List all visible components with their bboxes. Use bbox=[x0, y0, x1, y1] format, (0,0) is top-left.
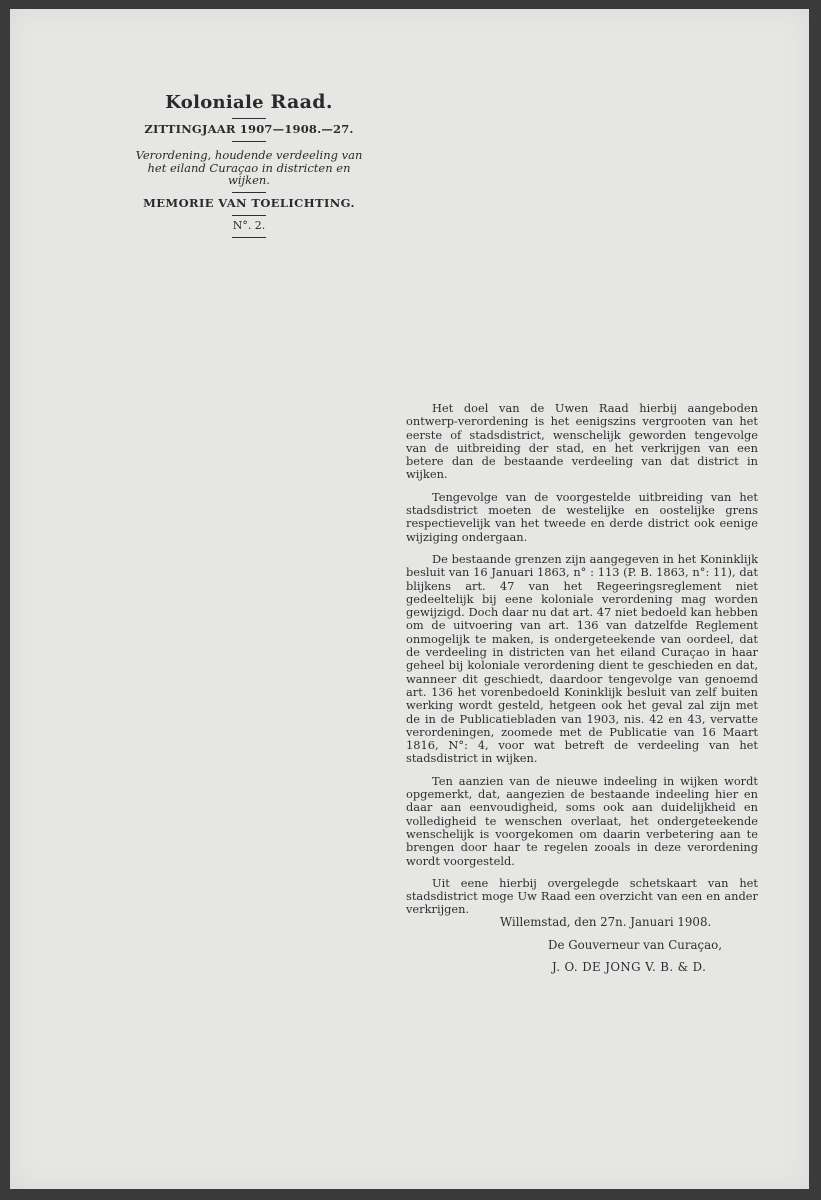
place-date: Willemstad, den 27n. Januari 1908. bbox=[500, 915, 712, 929]
divider bbox=[232, 215, 266, 216]
document-page bbox=[10, 9, 809, 1189]
paragraph: Tengevolge van de voorgestelde uitbreiding van het stadsdistrict moeten de westelijke en oostelijke grens respectievelijk van het tweede en derde district ook eenige wijziging ondergaan. bbox=[406, 489, 758, 544]
council-name-part1: Koloniale bbox=[165, 92, 264, 113]
session-year: ZITTINGJAAR 1907—1908.—27. bbox=[144, 122, 354, 136]
document-header bbox=[118, 91, 380, 241]
divider bbox=[232, 237, 266, 238]
signatory-title: De Gouverneur van Curaçao, bbox=[548, 938, 722, 952]
divider bbox=[232, 118, 266, 119]
document-number: N°. 2. bbox=[232, 218, 266, 232]
divider bbox=[232, 192, 266, 193]
council-title bbox=[118, 91, 380, 113]
body-text bbox=[406, 402, 758, 926]
signature: J. O. DE JONG V. B. & D. bbox=[552, 960, 707, 974]
council-name-part2: Raad. bbox=[270, 91, 333, 113]
paragraph: Uit eene hierbij overgelegde schetskaart van het stadsdistrict moge Uw Raad een overzicht van een en ander verkrijgen. bbox=[406, 875, 758, 917]
paragraph: De bestaande grenzen zijn aangegeven in het Koninklijk besluit van 16 Januari 1863, n° : 113 (P. B. 1863, n°: 11), dat blijkens art. 47 van het Regeeringsreglement niet gedeeltelijk bij eene koloniale verordening mag worden gewijzigd. Doch daar nu dat art. 47 niet bedoeld kan hebben om de uitvoering van art. 136 van datzelfde Reglement onmogelijk te maken, is ondergeteekende van oordeel, dat de verdeeling in districten van het eiland Curaçao in haar geheel bij koloniale verordening dient te geschieden en dat, wanneer dit geschiedt, daardoor tengevolge van genoemd art. 136 het vorenbedoeld Koninklijk besluit van zelf buiten werking wordt gesteld, hetgeen ook het geval zal zijn met de in de Publicatiebladen van 1903, nis. 42 en 43, vervatte verordeningen, zoomede met de Publicatie van 16 Maart 1816, N°: 4, voor wat betreft de verdeeling van het stadsdistrict in wijken. bbox=[406, 551, 758, 766]
subject: Verordening, houdende verdeeling van het eiland Curaçao in districten en wijken. bbox=[135, 148, 363, 187]
paragraph: Ten aanzien van de nieuwe indeeling in wijken wordt opgemerkt, dat, aangezien de bestaande indeeling hier en daar aan eenvoudigheid, soms ook aan duidelijkheid en volledigheid te wenschen overlaat, het ondergeteekende wenschelijk is voorgekomen om daarin verbetering aan te brengen door haar te regelen zooals in deze verordening wordt voorgesteld. bbox=[406, 773, 758, 868]
document-type: MEMORIE VAN TOELICHTING. bbox=[143, 195, 355, 210]
paragraph: Het doel van de Uwen Raad hierbij aangeboden ontwerp-verordening is het eenigszins vergrooten van het eerste of stadsdistrict, wenschelijk geworden tengevolge van de uitbreiding der stad, en het verkrijgen van een betere dan de bestaande verdeeling van dat district in wijken. bbox=[406, 401, 758, 482]
divider bbox=[232, 141, 266, 142]
